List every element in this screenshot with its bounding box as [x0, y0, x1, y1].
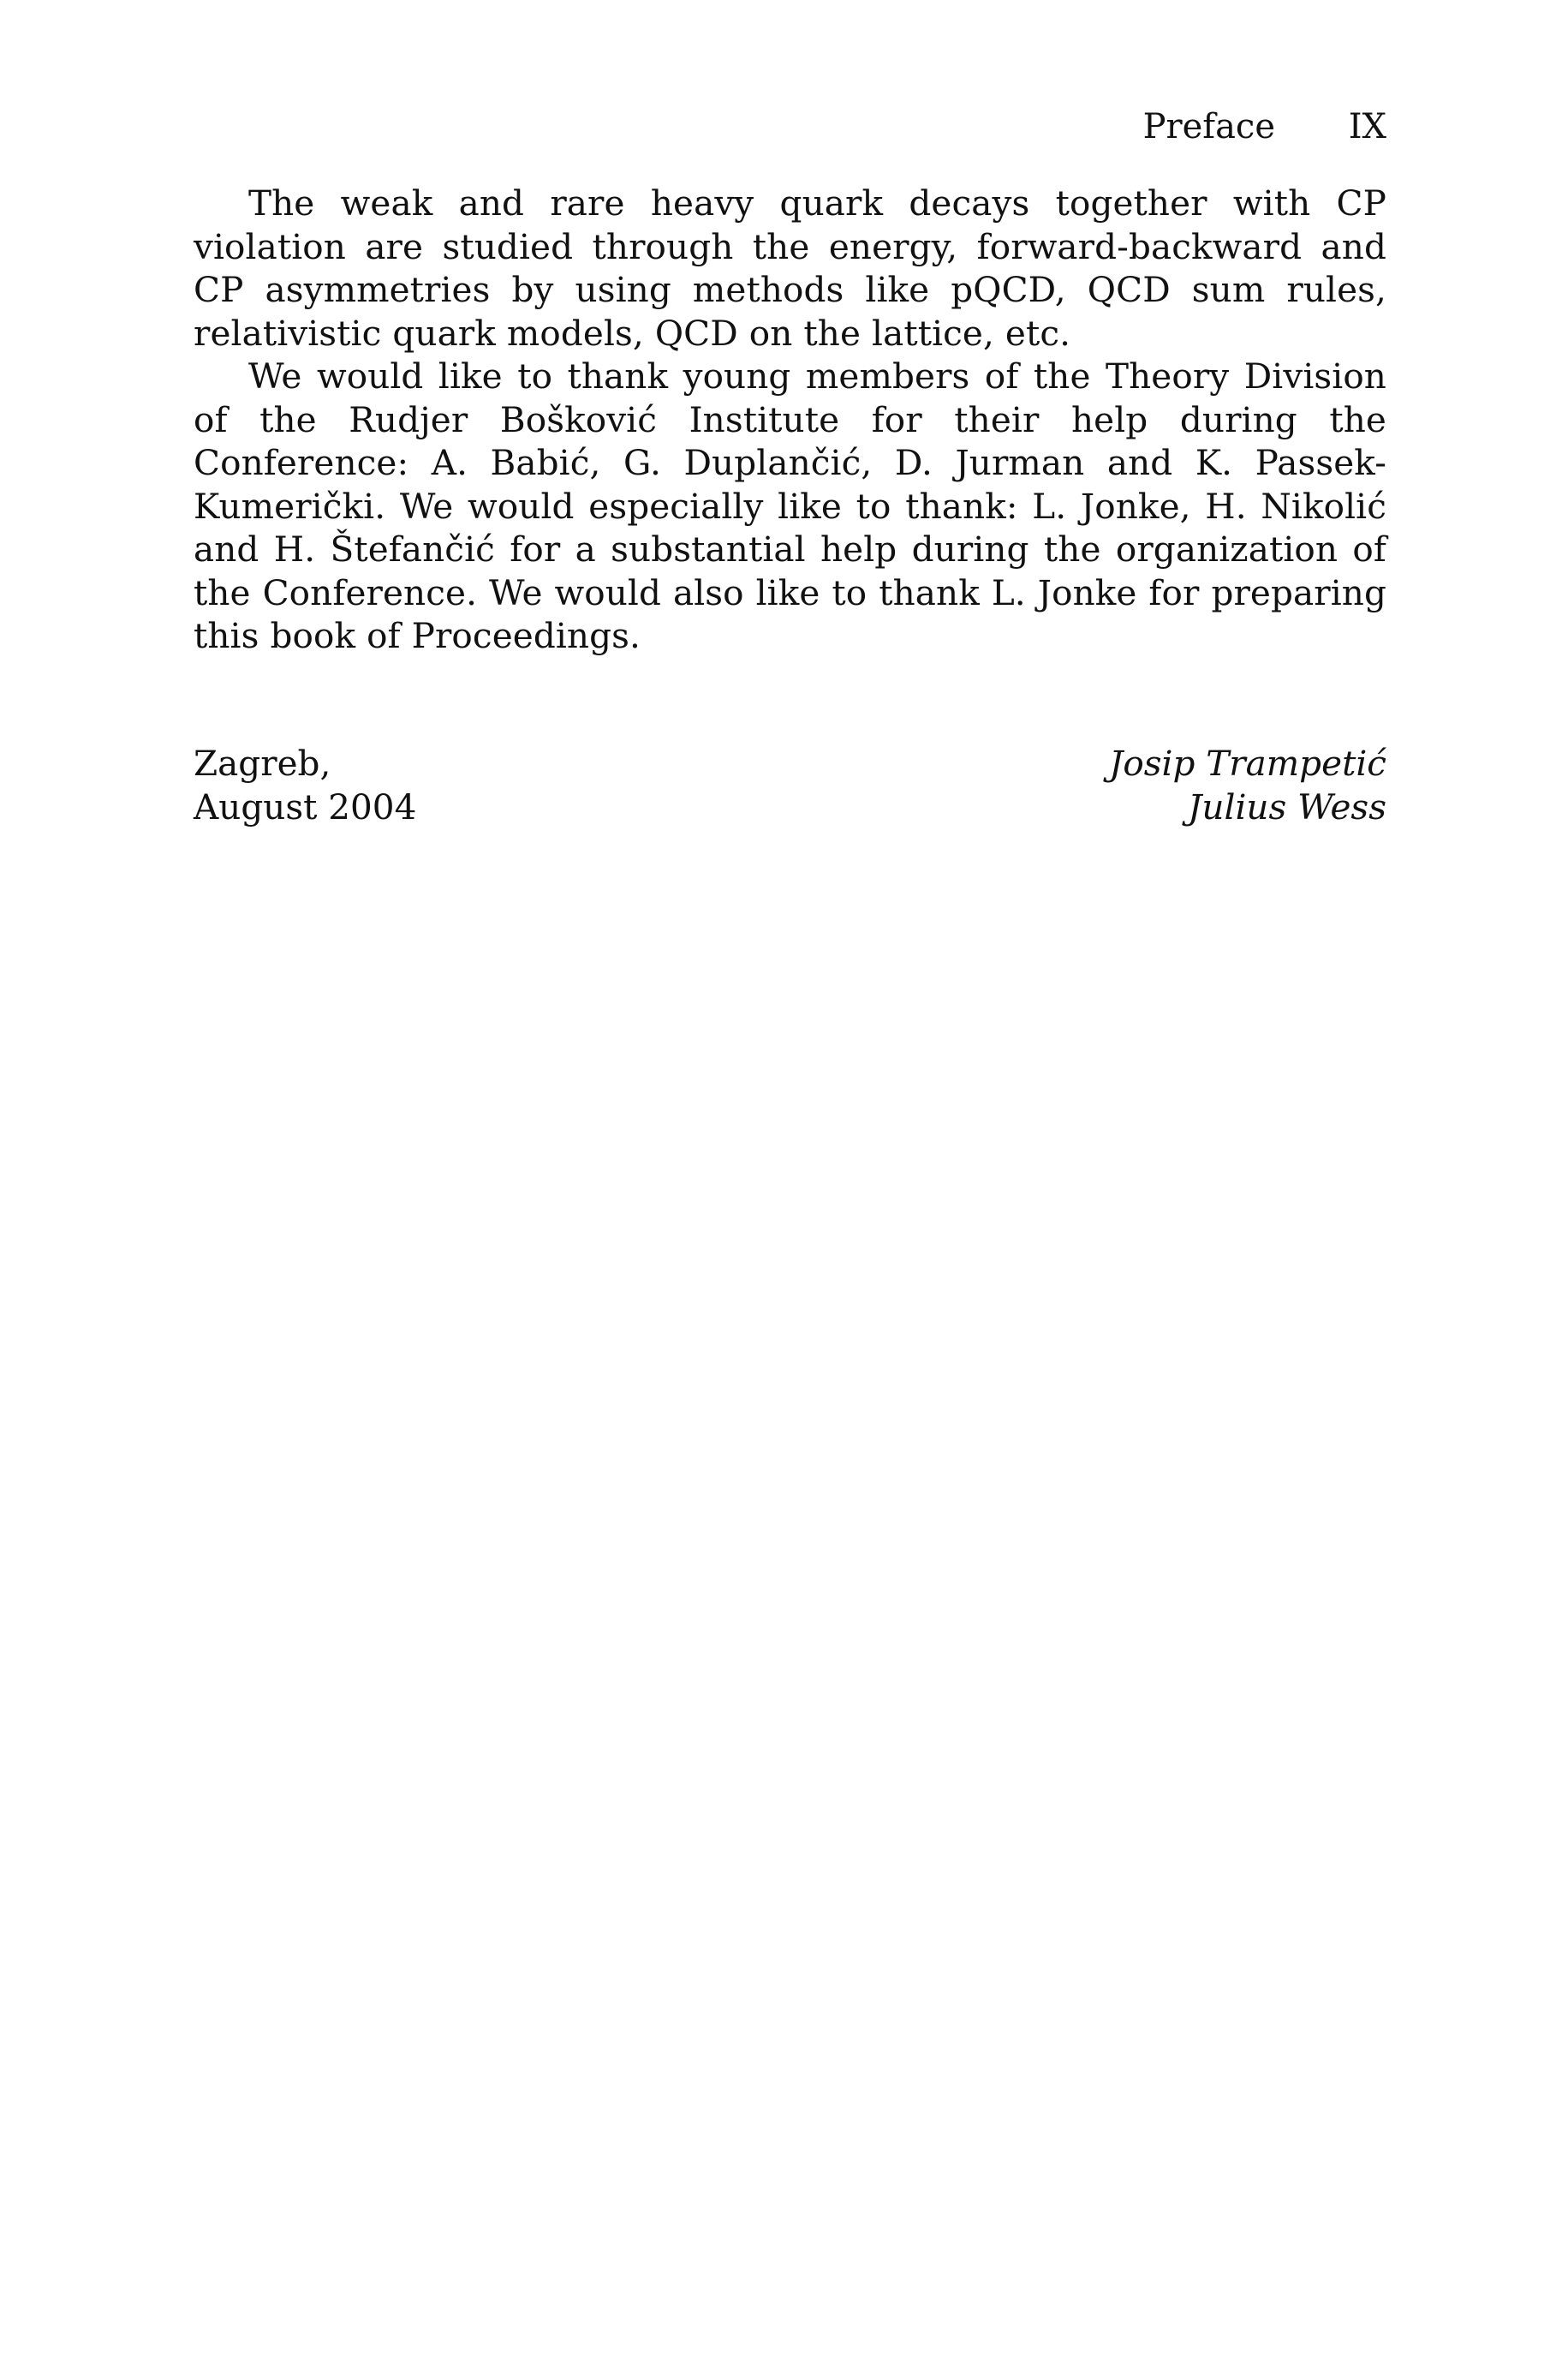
signoff-date: August 2004	[194, 786, 417, 828]
preface-body	[194, 182, 1386, 658]
page-number: IX	[1348, 107, 1386, 146]
editor-name: Josip Trampetić	[1109, 743, 1386, 784]
editor-name: Julius Wess	[1188, 786, 1386, 828]
paragraph-acknowledgements: We would like to thank young members of the Theory Division of the Rudjer Bošković Institute for their help during the Conference: A. Babić, G. Duplančić, D. Jurman and K. Passek-Kumerički. We would especially like to thank: L. Jonke, H. Nikolić and H. Štefančić for a substantial help during the organization of the Conference. We would also like to thank L. Jonke for preparing this book of Proceedings.	[194, 356, 1386, 656]
editor-names	[1109, 742, 1386, 828]
paragraph-decays: The weak and rare heavy quark decays together with CP violation are studied through the energy, forward-backward and CP asymmetries by using methods like pQCD, QCD sum rules, relativistic quark models, QCD on the lattice, etc.	[194, 182, 1386, 354]
place-and-date	[194, 742, 416, 828]
running-head-section: Preface	[1142, 107, 1275, 146]
running-head	[194, 101, 1386, 152]
signoff-place: Zagreb,	[194, 743, 331, 784]
